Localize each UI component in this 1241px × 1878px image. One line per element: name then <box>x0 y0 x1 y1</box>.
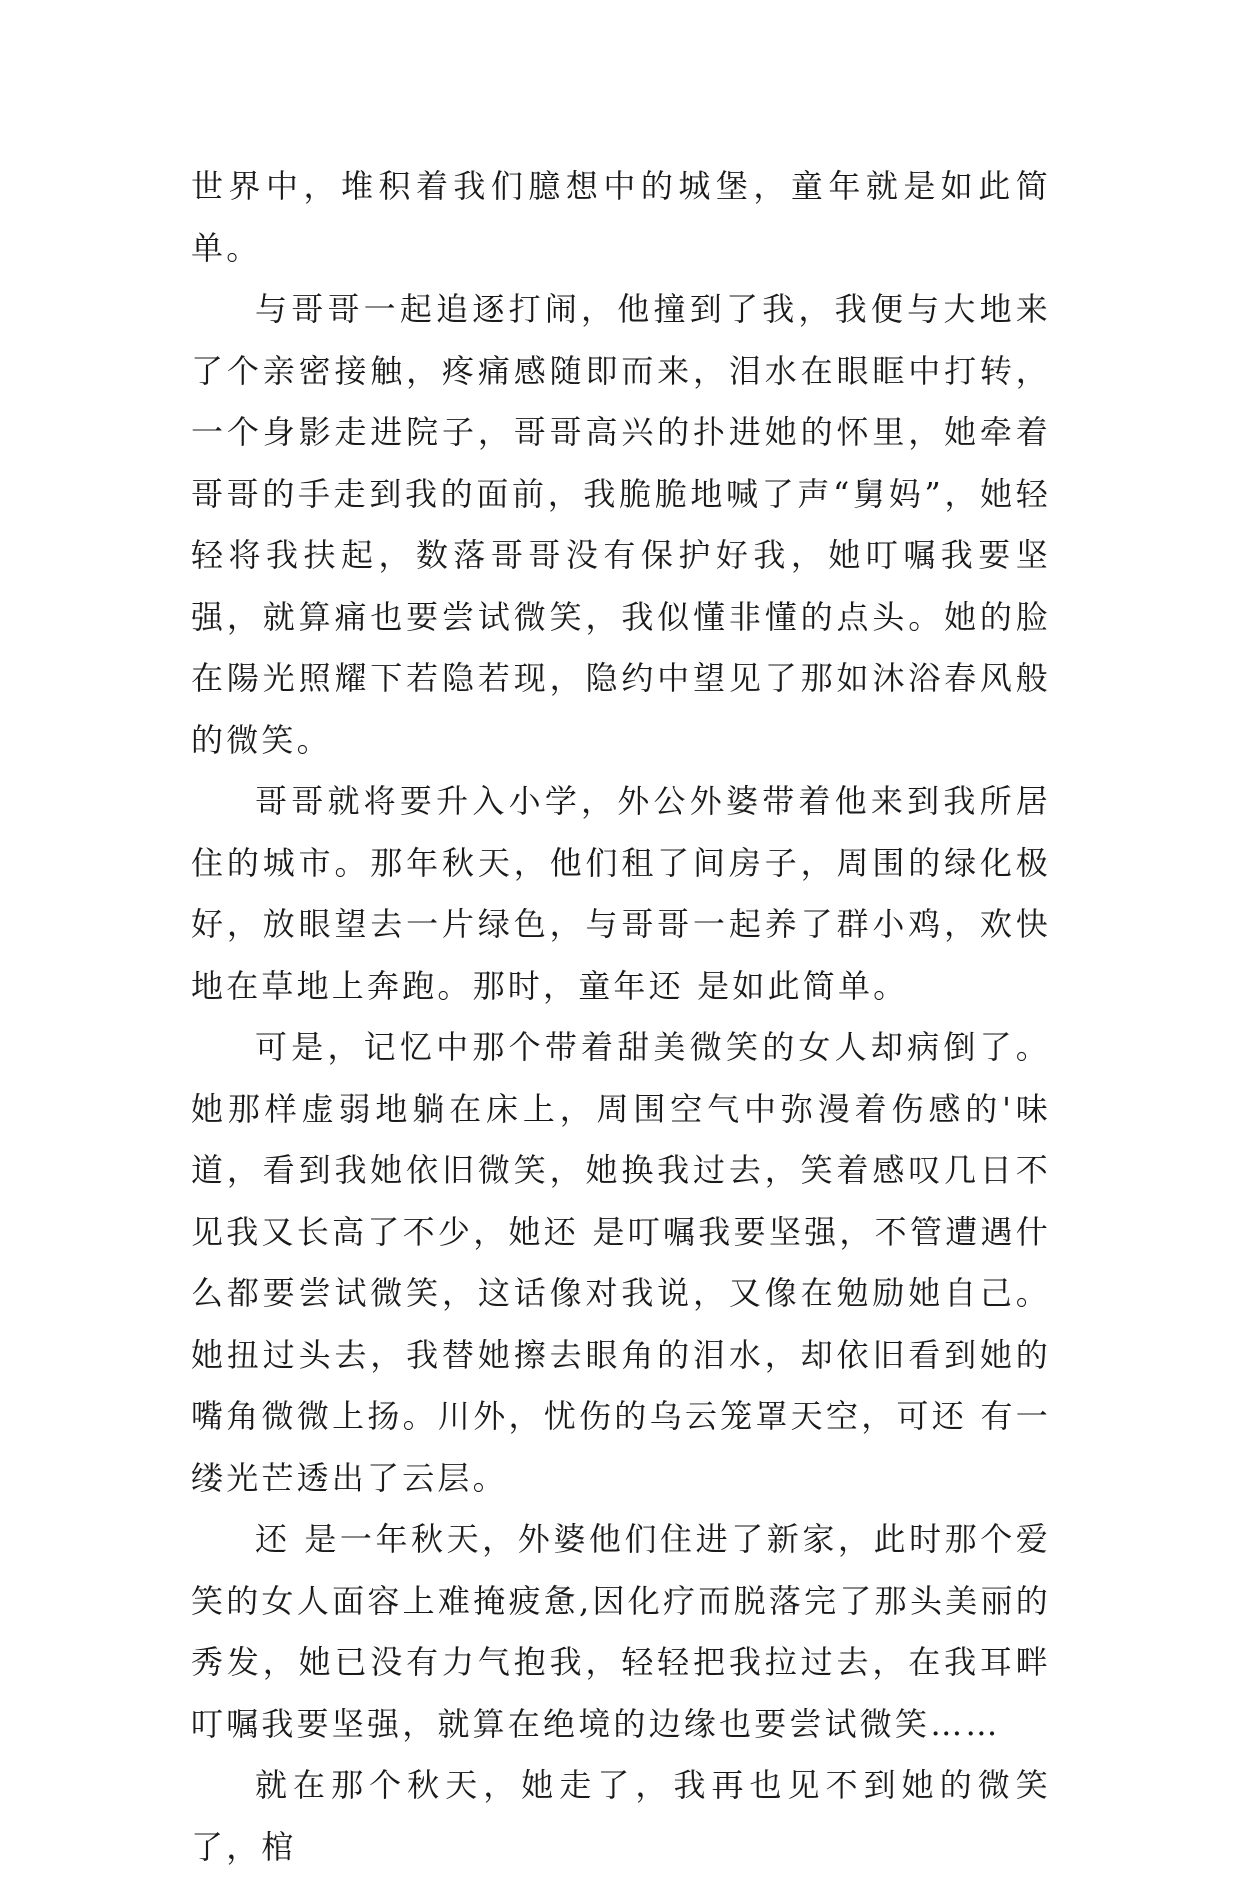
paragraph-5: 还 是一年秋天，外婆他们住进了新家，此时那个爱笑的女人面容上难掩疲惫,因化疗而脱落完了那头美丽的秀发，她已没有力气抱我，轻轻把我拉过去，在我耳畔叮嘱我要坚强，就算在绝境的边缘也要尝试微笑…… <box>191 1520 1051 1743</box>
paragraph-3: 哥哥就将要升入小学，外公外婆带着他来到我所居住的城市。那年秋天，他们租了间房子，周围的绿化极好，放眼望去一片绿色，与哥哥一起养了群小鸡，欢快地在草地上奔跑。那时，童年还 是如此简单。 <box>191 782 1051 1005</box>
document-body <box>191 156 1051 1878</box>
paragraph-2: 与哥哥一起追逐打闹，他撞到了我，我便与大地来了个亲密接触，疼痛感随即而来，泪水在眼眶中打转，一个身影走进院子，哥哥高兴的扑进她的怀里，她牵着哥哥的手走到我的面前，我脆脆地喊了声“舅妈”，她轻轻将我扶起，数落哥哥没有保护好我，她叮嘱我要坚强，就算痛也要尝试微笑，我似懂非懂的点头。她的脸在陽光照耀下若隐若现，隐约中望见了那如沐浴春风般的微笑。 <box>191 290 1051 759</box>
paragraph-4: 可是，记忆中那个带着甜美微笑的女人却病倒了。她那样虚弱地躺在床上，周围空气中弥漫着伤感的'味道，看到我她依旧微笑，她换我过去，笑着感叹几日不见我又长高了不少，她还 是叮嘱我要坚强，不管遭遇什么都要尝试微笑，这话像对我说，又像在勉励她自己。她扭过头去，我替她擦去眼角的泪水，却依旧看到她的嘴角微微上扬。川外，忧伤的乌云笼罩天空，可还 有一缕光芒透出了云层。 <box>191 1028 1051 1497</box>
paragraph-1: 世界中，堆积着我们臆想中的城堡，童年就是如此简单。 <box>191 167 1051 267</box>
paragraph-6: 就在那个秋天，她走了，我再也见不到她的微笑了，棺 <box>191 1766 1051 1866</box>
